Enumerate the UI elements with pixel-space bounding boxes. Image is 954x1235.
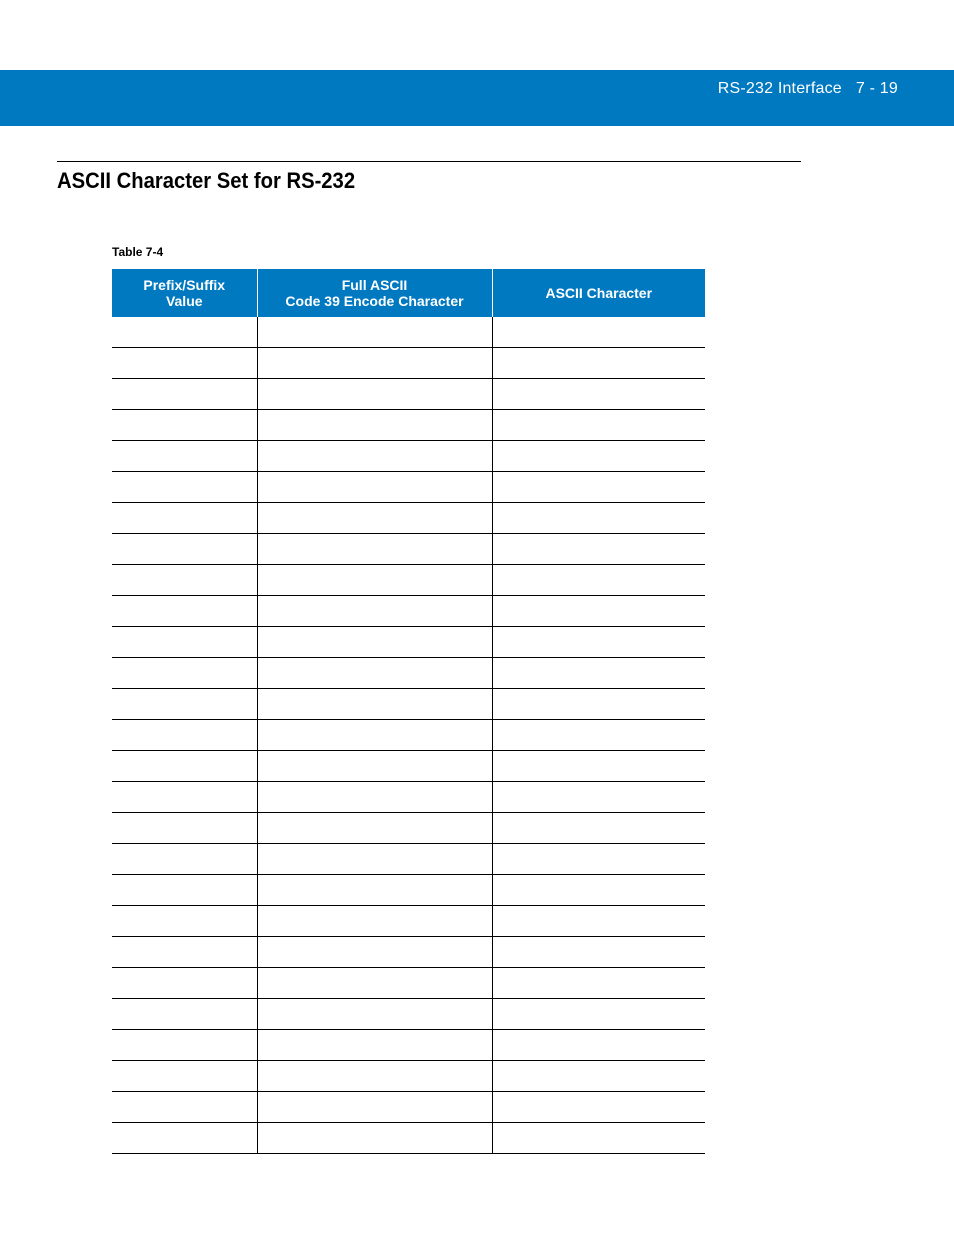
table-cell	[112, 782, 257, 813]
table-row	[112, 1123, 705, 1154]
table-cell	[492, 534, 705, 565]
column-header-ascii-character	[492, 269, 705, 317]
table-row	[112, 875, 705, 906]
header-section-name: RS-232 Interface	[717, 80, 842, 97]
table-cell	[492, 503, 705, 534]
table-row	[112, 906, 705, 937]
title-rule	[57, 161, 801, 162]
table-row	[112, 565, 705, 596]
table-cell	[112, 1092, 257, 1123]
table-row	[112, 596, 705, 627]
table-cell	[112, 472, 257, 503]
table-cell	[257, 596, 492, 627]
table-row	[112, 472, 705, 503]
column-header-prefix-suffix-value	[112, 269, 257, 317]
table-cell	[492, 813, 705, 844]
table-cell	[492, 379, 705, 410]
table-cell	[492, 565, 705, 596]
table-cell	[492, 1030, 705, 1061]
ascii-table	[112, 269, 705, 1154]
table-cell	[257, 782, 492, 813]
table-cell	[492, 937, 705, 968]
column-header-line: Prefix/Suffix	[143, 277, 226, 293]
table-cell	[492, 1123, 705, 1154]
table-cell	[492, 1092, 705, 1123]
table-row	[112, 317, 705, 348]
table-cell	[257, 751, 492, 782]
table-cell	[492, 968, 705, 999]
table-cell	[112, 968, 257, 999]
table-cell	[492, 844, 705, 875]
table-cell	[112, 441, 257, 472]
table-row	[112, 1092, 705, 1123]
table-cell	[257, 906, 492, 937]
table-cell	[112, 1061, 257, 1092]
table-row	[112, 379, 705, 410]
table-cell	[492, 875, 705, 906]
running-header	[718, 80, 898, 98]
table-cell	[112, 317, 257, 348]
table-header-row	[112, 269, 705, 317]
table-cell	[257, 627, 492, 658]
table-cell	[112, 813, 257, 844]
column-header-line: Value	[165, 293, 203, 309]
table-cell	[492, 906, 705, 937]
table-row	[112, 813, 705, 844]
table-row	[112, 720, 705, 751]
table-cell	[492, 751, 705, 782]
table-cell	[492, 689, 705, 720]
table-cell	[112, 1030, 257, 1061]
table-cell	[257, 968, 492, 999]
section-title: ASCII Character Set for RS-232	[57, 168, 356, 193]
table-cell	[112, 658, 257, 689]
column-header-line: ASCII Character	[545, 285, 653, 301]
table-cell	[492, 999, 705, 1030]
table-body	[112, 317, 705, 1154]
table-cell	[492, 441, 705, 472]
table-cell	[257, 999, 492, 1030]
table-cell	[492, 720, 705, 751]
table-cell	[257, 379, 492, 410]
table-cell	[492, 410, 705, 441]
table-cell	[112, 689, 257, 720]
table-cell	[492, 1061, 705, 1092]
table-cell	[257, 534, 492, 565]
table-cell	[112, 875, 257, 906]
table-row	[112, 1061, 705, 1092]
table-cell	[257, 472, 492, 503]
table-row	[112, 503, 705, 534]
table-cell	[112, 937, 257, 968]
table-cell	[492, 348, 705, 379]
table-cell	[257, 844, 492, 875]
table-cell	[112, 596, 257, 627]
table-cell	[257, 565, 492, 596]
table-cell	[257, 1061, 492, 1092]
table-cell	[112, 844, 257, 875]
table-cell	[257, 1123, 492, 1154]
table-cell	[257, 441, 492, 472]
table-cell	[257, 317, 492, 348]
table-row	[112, 937, 705, 968]
table-cell	[112, 627, 257, 658]
table-cell	[257, 1030, 492, 1061]
table-row	[112, 534, 705, 565]
table-cell	[112, 751, 257, 782]
table-row	[112, 844, 705, 875]
table-row	[112, 782, 705, 813]
table-caption: Table 7-4	[112, 245, 164, 259]
table-cell	[257, 348, 492, 379]
table-cell	[492, 472, 705, 503]
table-cell	[257, 410, 492, 441]
table-cell	[112, 906, 257, 937]
column-header-full-ascii	[257, 269, 492, 317]
table-cell	[112, 999, 257, 1030]
table-cell	[492, 627, 705, 658]
table-row	[112, 441, 705, 472]
table-row	[112, 751, 705, 782]
table-row	[112, 968, 705, 999]
column-header-line: Code 39 Encode Character	[285, 293, 464, 309]
table-cell	[257, 689, 492, 720]
table-cell	[112, 410, 257, 441]
table-cell	[492, 782, 705, 813]
table-cell	[257, 503, 492, 534]
header-page-number: 7 - 19	[855, 80, 898, 97]
table-row	[112, 348, 705, 379]
table-cell	[112, 720, 257, 751]
table-cell	[112, 534, 257, 565]
table-row	[112, 410, 705, 441]
table-cell	[492, 596, 705, 627]
table-cell	[257, 1092, 492, 1123]
table-cell	[492, 658, 705, 689]
table-row	[112, 1030, 705, 1061]
table-cell	[257, 720, 492, 751]
table-cell	[112, 1123, 257, 1154]
table-cell	[112, 565, 257, 596]
table-row	[112, 658, 705, 689]
table-cell	[112, 503, 257, 534]
column-header-line: Full ASCII	[341, 277, 408, 293]
table-cell	[492, 317, 705, 348]
table-row	[112, 627, 705, 658]
table-cell	[112, 379, 257, 410]
table-row	[112, 999, 705, 1030]
header-band	[0, 70, 954, 126]
table-cell	[112, 348, 257, 379]
table-cell	[257, 875, 492, 906]
table-cell	[257, 937, 492, 968]
table-row	[112, 689, 705, 720]
table-cell	[257, 658, 492, 689]
table-cell	[257, 813, 492, 844]
